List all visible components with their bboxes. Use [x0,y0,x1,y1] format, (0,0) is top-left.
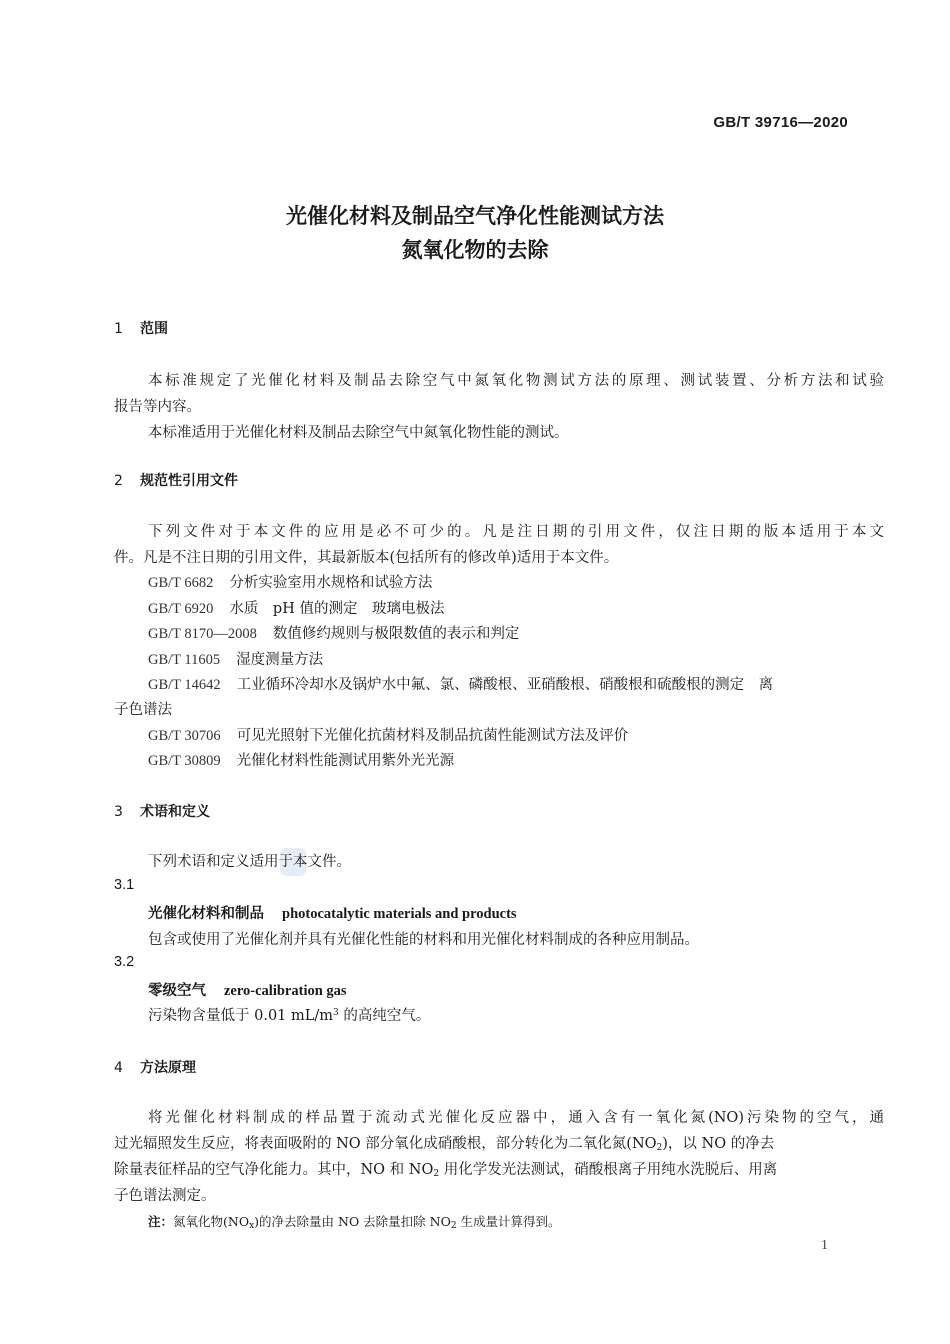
term-heading [148,902,517,923]
document-title-line1: 光催化材料及制品空气净化性能测试方法 [286,204,664,228]
reference-title: 湿度测量方法 [236,652,324,668]
section-title: 范围 [140,321,168,337]
section-number: 3 [114,804,123,820]
term-number: 3.1 [114,877,135,893]
term-chinese: 零级空气 [148,983,206,999]
paragraph: 将光催化材料制成的样品置于流动式光催化反应器中，通入含有一氧化氮(NO)污染物的空气，通 [148,1110,884,1126]
reference-item [148,749,454,770]
paragraph: 本标准规定了光催化材料及制品去除空气中氮氧化物测试方法的原理、测试装置、分析方法和试验 [148,373,884,389]
section-3-heading [114,801,210,821]
reference-item [148,622,519,643]
standard-number: GB/T 39716—2020 [713,114,848,131]
reference-title: 可见光照射下光催化抗菌材料及制品抗菌性能测试方法及评价 [236,728,629,744]
paragraph: 件。凡是不注日期的引用文件，其最新版本(包括所有的修改单)适用于本文件。 [114,550,619,566]
document-title-line2: 氮氧化物的去除 [401,238,549,262]
section-number: 1 [114,321,123,337]
paragraph [114,1158,777,1179]
text: 过光辐照发生反应，将表面吸附的 NO 部分氧化成硝酸根，部分转化为二氧化氮(NO [114,1136,657,1152]
text: )，以 NO 的净去 [662,1136,775,1152]
reference-item [148,571,432,592]
text: 除量表征样品的空气净化能力。其中，NO 和 NO [114,1162,434,1178]
subscript: 2 [656,1143,663,1153]
section-title: 方法原理 [140,1060,196,1076]
reference-code: GB/T 14642 [148,677,221,693]
term-english: photocatalytic materials and products [282,906,517,922]
paragraph: 本标准适用于光催化材料及制品去除空气中氮氧化物性能的测试。 [148,425,569,441]
term-definition [148,1004,430,1025]
text: 氮氧化物(NO [173,1214,250,1229]
reference-item [148,673,773,694]
text: 生成量计算得到。 [456,1214,561,1229]
section-title: 术语和定义 [140,804,210,820]
superscript: 3 [333,1008,339,1018]
page-number: 1 [821,1238,828,1253]
subscript: 2 [433,1169,440,1179]
paragraph: 下列术语和定义适用于本文件。 [148,854,351,870]
term-definition: 包含或使用了光催化剂并具有光催化性能的材料和用光催化材料制成的各种应用制品。 [148,932,699,948]
reference-item [148,648,323,669]
term-english: zero-calibration gas [224,983,347,999]
note-label: 注： [148,1214,174,1229]
section-1-heading [114,318,168,338]
text: 污染物含量低于 0.01 mL/m [148,1008,334,1024]
reference-code: GB/T 30809 [148,753,221,769]
term-heading [148,979,347,1000]
reference-code: GB/T 6920 [148,601,214,617]
section-title: 规范性引用文件 [140,473,238,489]
term-chinese: 光催化材料和制品 [148,906,264,922]
section-2-heading [114,470,238,490]
term-number: 3.2 [114,954,135,970]
reference-item [148,724,628,745]
reference-continuation: 子色谱法 [114,702,172,718]
reference-item [148,597,444,618]
reference-title: 工业循环冷却水及锅炉水中氟、氯、磷酸根、亚硝酸根、硝酸根和硫酸根的测定 离 [236,677,774,693]
paragraph: 子色谱法测定。 [114,1188,216,1204]
text: 用化学发光法测试，硝酸根离子用纯水洗脱后、用离 [439,1162,778,1178]
reference-code: GB/T 30706 [148,728,221,744]
reference-code: GB/T 6682 [148,575,214,591]
paragraph: 报告等内容。 [114,399,201,415]
reference-title: 光催化材料性能测试用紫外光光源 [236,753,455,769]
section-4-heading [114,1057,196,1077]
note [148,1212,561,1231]
reference-code: GB/T 8170—2008 [148,626,257,642]
reference-title: 分析实验室用水规格和试验方法 [229,575,433,591]
section-number: 4 [114,1060,123,1076]
subscript: x [249,1221,255,1231]
paragraph: 下列文件对于本文件的应用是必不可少的。凡是注日期的引用文件，仅注日期的版本适用于本文 [148,524,884,540]
text: )的净去除量由 NO 去除量扣除 NO [254,1214,451,1229]
reference-title: 数值修约规则与极限数值的表示和判定 [272,626,520,642]
text: 的高纯空气。 [338,1008,431,1024]
subscript: 2 [450,1221,457,1231]
reference-code: GB/T 11605 [148,652,221,668]
section-number: 2 [114,473,123,489]
paragraph [114,1132,774,1153]
reference-title: 水质 pH 值的测定 玻璃电极法 [229,601,445,617]
